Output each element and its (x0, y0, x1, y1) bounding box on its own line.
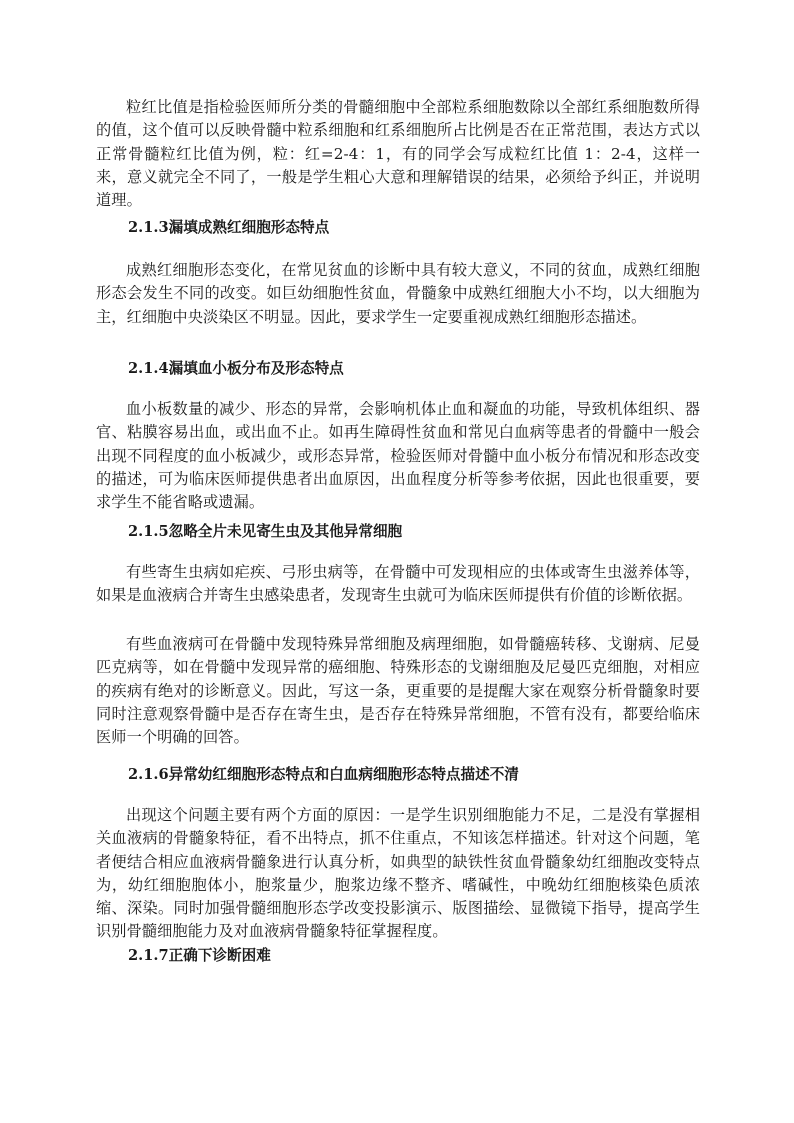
paragraph-mature-rbc-morphology: 成熟红细胞形态变化，在常见贫血的诊断中具有较大意义，不同的贫血，成熟红细胞形态会发生不同的改变。如巨幼细胞性贫血，骨髓象中成熟红细胞大小不均，以大细胞为主，红细胞中央淡染区不明显。因此，要求学生一定要重视成熟红细胞形态描述。 (96, 261, 700, 326)
heading-2-1-3: 2.1.3漏填成熟红细胞形态特点 (128, 219, 330, 236)
paragraph-platelet: 血小板数量的减少、形态的异常，会影响机体止血和凝血的功能，导致机体组织、器官、粘膜容易出血，或出血不止。如再生障碍性贫血和常见白血病等患者的骨髓中一般会出现不同程度的血小板减少，或形态异常，检验医师对骨髓中血小板分布情况和形态改变的描述，可为临床医师提供患者出血原因，出血程度分析等参考依据，因此也很重要，要求学生不能省略或遗漏。 (96, 400, 700, 512)
heading-2-1-5: 2.1.5忽略全片未见寄生虫及其他异常细胞 (128, 523, 403, 540)
heading-2-1-7: 2.1.7正确下诊断困难 (128, 947, 271, 964)
paragraph-abnormal-cells: 有些血液病可在骨髓中发现特殊异常细胞及病理细胞，如骨髓癌转移、戈谢病、尼曼匹克病等，如在骨髓中发现异常的癌细胞、特殊形态的戈谢细胞及尼曼匹克细胞，对相应的疾病有绝对的诊断意义。因此，写这一条，更重要的是提醒大家在观察分析骨髓象时要同时注意观察骨髓中是否存在寄生虫，是否存在特殊异常细胞，不管有没有，都要给临床医师一个明确的回答。 (96, 635, 700, 747)
paragraph-cause-analysis: 出现这个问题主要有两个方面的原因：一是学生识别细胞能力不足，二是没有掌握相关血液病的骨髓象特征，看不出特点，抓不住重点，不知该怎样描述。针对这个问题，笔者便结合相应血液病骨髓象进行认真分析，如典型的缺铁性贫血骨髓象幼红细胞改变特点为，幼红细胞胞体小，胞浆量少，胞浆边缘不整齐、嗜碱性，中晚幼红细胞核染色质浓缩、深染。同时加强骨髓细胞形态学改变投影演示、版图描绘、显微镜下指导，提高学生识别骨髓细胞能力及对血液病骨髓象特征掌握程度。 (96, 806, 700, 941)
paragraph-granulocyte-erythrocyte-ratio: 粒红比值是指检验医师所分类的骨髓细胞中全部粒系细胞数除以全部红系细胞数所得的值，这个值可以反映骨髓中粒系细胞和红系细胞所占比例是否在正常范围，表达方式以正常骨髓粒红比值为例，粒：红=2-4：1，有的同学会写成粒红比值 1：2-4，这样一来，意义就完全不同了，一般是学生粗心大意和理解错误的结果，必须给予纠正，并说明道理。 (96, 98, 700, 210)
paragraph-parasites: 有些寄生虫病如疟疾、弓形虫病等，在骨髓中可发现相应的虫体或寄生虫滋养体等，如果是血液病合并寄生虫感染患者，发现寄生虫就可为临床医师提供有价值的诊断依据。 (96, 563, 700, 605)
heading-2-1-6: 2.1.6异常幼红细胞形态特点和白血病细胞形态特点描述不清 (128, 766, 519, 783)
heading-2-1-4: 2.1.4漏填血小板分布及形态特点 (128, 360, 344, 377)
